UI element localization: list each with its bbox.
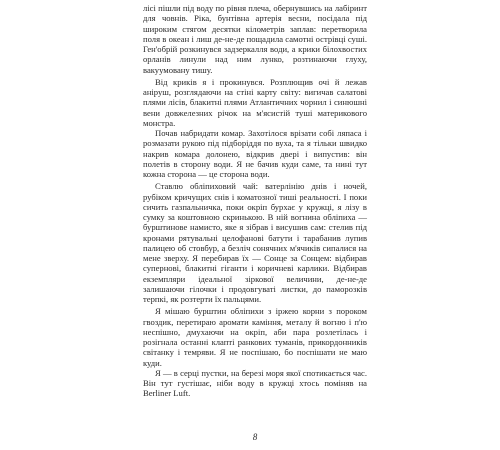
- paragraph-2: Від криків я і прокинувся. Розплющив очі й лежав аніруш, розглядаючи на стіні карту світу: вигичав салатові плями лісів, блакитні плями Атлантичних чорнил і синюшні вени довжелезних річок на м'ясистій туші материкового монстра.: [143, 76, 367, 128]
- paragraph-3: Почав набридати комар. Захотілося врізати собі ляпаса і розмазати рукою під підборіддя по вуха, та я тільки швидко накрив комара долонею, відкрив двері і випустив: він полетів в сторону води. Я не бачив куди саме, та нині тут кожна сторона — це сторона води.: [143, 128, 367, 179]
- text-column: [143, 3, 367, 399]
- paragraph-1: лісі пішли під воду по рівня плеча, обернувшись на лабіринт для човнів. Ріка, бунтівна артерія весни, посідала під широким стягом десятки кілометрів заплав: перетворила поля в океан і лиш де-не-де пощадила самотні острівці суші. Ген'обрій розкинувся задзеркалля води, а крики білохвостих орланів линули над ним лунко, розтинаючи глуху, вакуумовану тишу.: [143, 3, 367, 75]
- paragraph-6: Я — в серці пустки, на березі моря якої спотикається час. Він тут густішає, ніби воду в кружці хтось поміняв на Berliner Luft.: [143, 367, 367, 399]
- paragraph-5: Я мішаю бурштин обліпихи з іржею корни з пороком гвоздик, перетираю аромати каміння, металу й вогню і п'ю неспішно, дмухаючи на окріп, аби пара розлетілась і розігнала останні клапті ранкових туманів, прикордонників світанку і темряви. Я не поспішаю, бо поспішати не маю куди.: [143, 306, 367, 368]
- paragraph-4: Ставлю обліпиховий чай: ватерлінію днів і ночей, рубіком кричущих снів і коматозної тиші реальності. І поки сичить газпальничка, поки окріп бурхає у кружці, я лізу в сумку за коштовною скринькою. В ній вогнина обліпиха — бурштинове намисто, яке я зібрав і висушив сам: стелив під кронами рятувальні целофанові батути і тарабанив лупив палицею об стовбур, а безліч сонячних м'ячиків сипалися на мене зверху. Я перебирав їх — Сонце за Сонцем: відбирав суперновi, блакитні гіганти і коричневі карлики. Відбирав екземпляри ідеальної зіркової величини, де-не-де залишаючи гілочки і продовгуваті листки, до паморозків терпкі, як розтерти їх пальцями.: [143, 181, 367, 304]
- page-number: 8: [252, 432, 258, 442]
